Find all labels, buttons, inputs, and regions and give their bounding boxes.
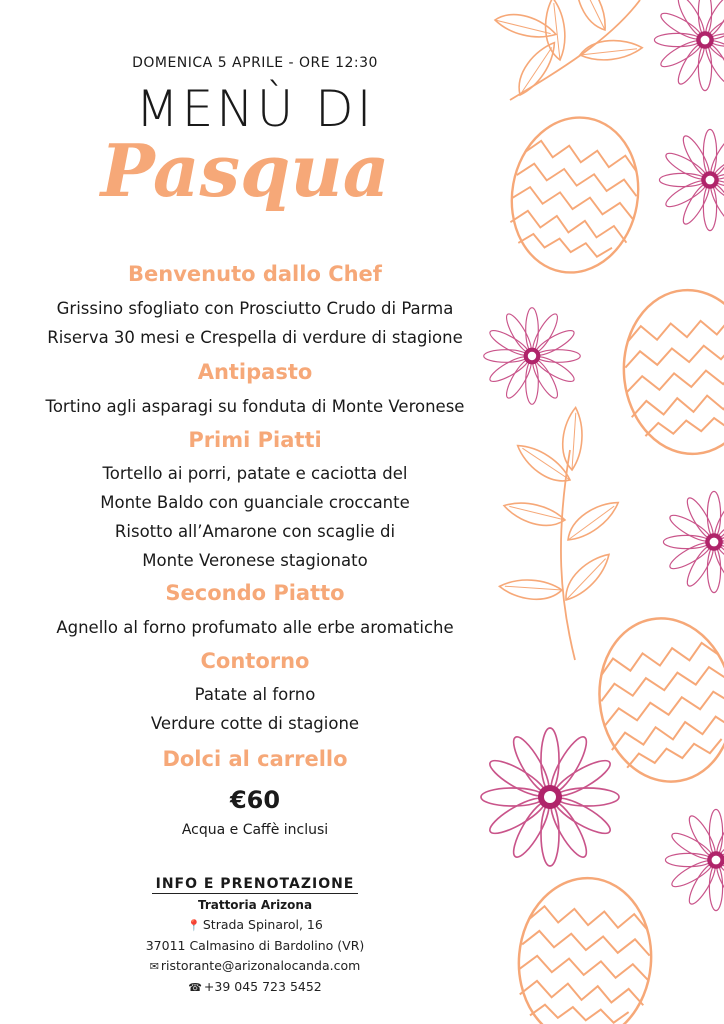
- section-title-secondo: Secondo Piatto: [165, 581, 345, 605]
- map-pin-icon: 📍: [187, 919, 201, 932]
- phone-icon: ☎: [188, 981, 202, 994]
- egg-icon: [500, 107, 651, 282]
- email-line[interactable]: ✉ ristorante@arizonalocanda.com: [149, 958, 361, 973]
- page-title: MENÙ DI: [135, 80, 375, 138]
- price: €60: [229, 786, 281, 814]
- address-line: 📍 Strada Spinarol, 16: [187, 917, 323, 932]
- flower-icon: [659, 129, 724, 230]
- phone-line[interactable]: ☎ +39 045 723 5452: [188, 979, 322, 994]
- leaf-branch-middle: [498, 406, 624, 660]
- menu-item: Monte Baldo con guanciale croccante: [100, 493, 410, 512]
- menu-item: Agnello al forno profumato alle erbe aromatiche: [56, 618, 454, 637]
- menu-item: Patate al forno: [194, 685, 316, 704]
- section-title-dolci: Dolci al carrello: [162, 747, 348, 771]
- section-title-contorno: Contorno: [200, 649, 310, 673]
- egg-icon: [512, 873, 658, 1024]
- menu-item: Tortino agli asparagi su fonduta di Monte Veronese: [45, 397, 465, 416]
- leaf-branch-top: [494, 0, 643, 100]
- menu-item: Riserva 30 mesi e Crespella di verdure di stagione: [47, 328, 463, 347]
- menu-item: Grissino sfogliato con Prosciutto Crudo di Parma: [56, 299, 454, 318]
- section-title-benvenuto: Benvenuto dallo Chef: [128, 262, 382, 286]
- section-title-primi: Primi Piatti: [188, 428, 322, 452]
- envelope-icon: ✉: [149, 960, 159, 973]
- event-date: DOMENICA 5 APRILE - ORE 12:30: [132, 55, 378, 71]
- flower-icon: [665, 809, 724, 910]
- page-title-script: Pasqua: [100, 128, 390, 213]
- egg-icon: [617, 285, 724, 460]
- restaurant-name: Trattoria Arizona: [197, 898, 313, 912]
- city-line: 37011 Calmasino di Bardolino (VR): [145, 938, 365, 953]
- flower-icon: [663, 491, 724, 592]
- menu-item: Risotto all’Amarone con scaglie di: [114, 522, 396, 541]
- flower-icon: [654, 0, 724, 91]
- menu-item: Tortello ai porri, patate e caciotta del: [102, 464, 408, 483]
- egg-icon: [587, 608, 724, 792]
- section-title-antipasto: Antipasto: [197, 360, 313, 384]
- price-note: Acqua e Caffè inclusi: [181, 822, 329, 838]
- info-heading: INFO E PRENOTAZIONE: [0, 876, 510, 892]
- menu-item: Monte Veronese stagionato: [142, 551, 368, 570]
- menu-item: Verdure cotte di stagione: [150, 714, 360, 733]
